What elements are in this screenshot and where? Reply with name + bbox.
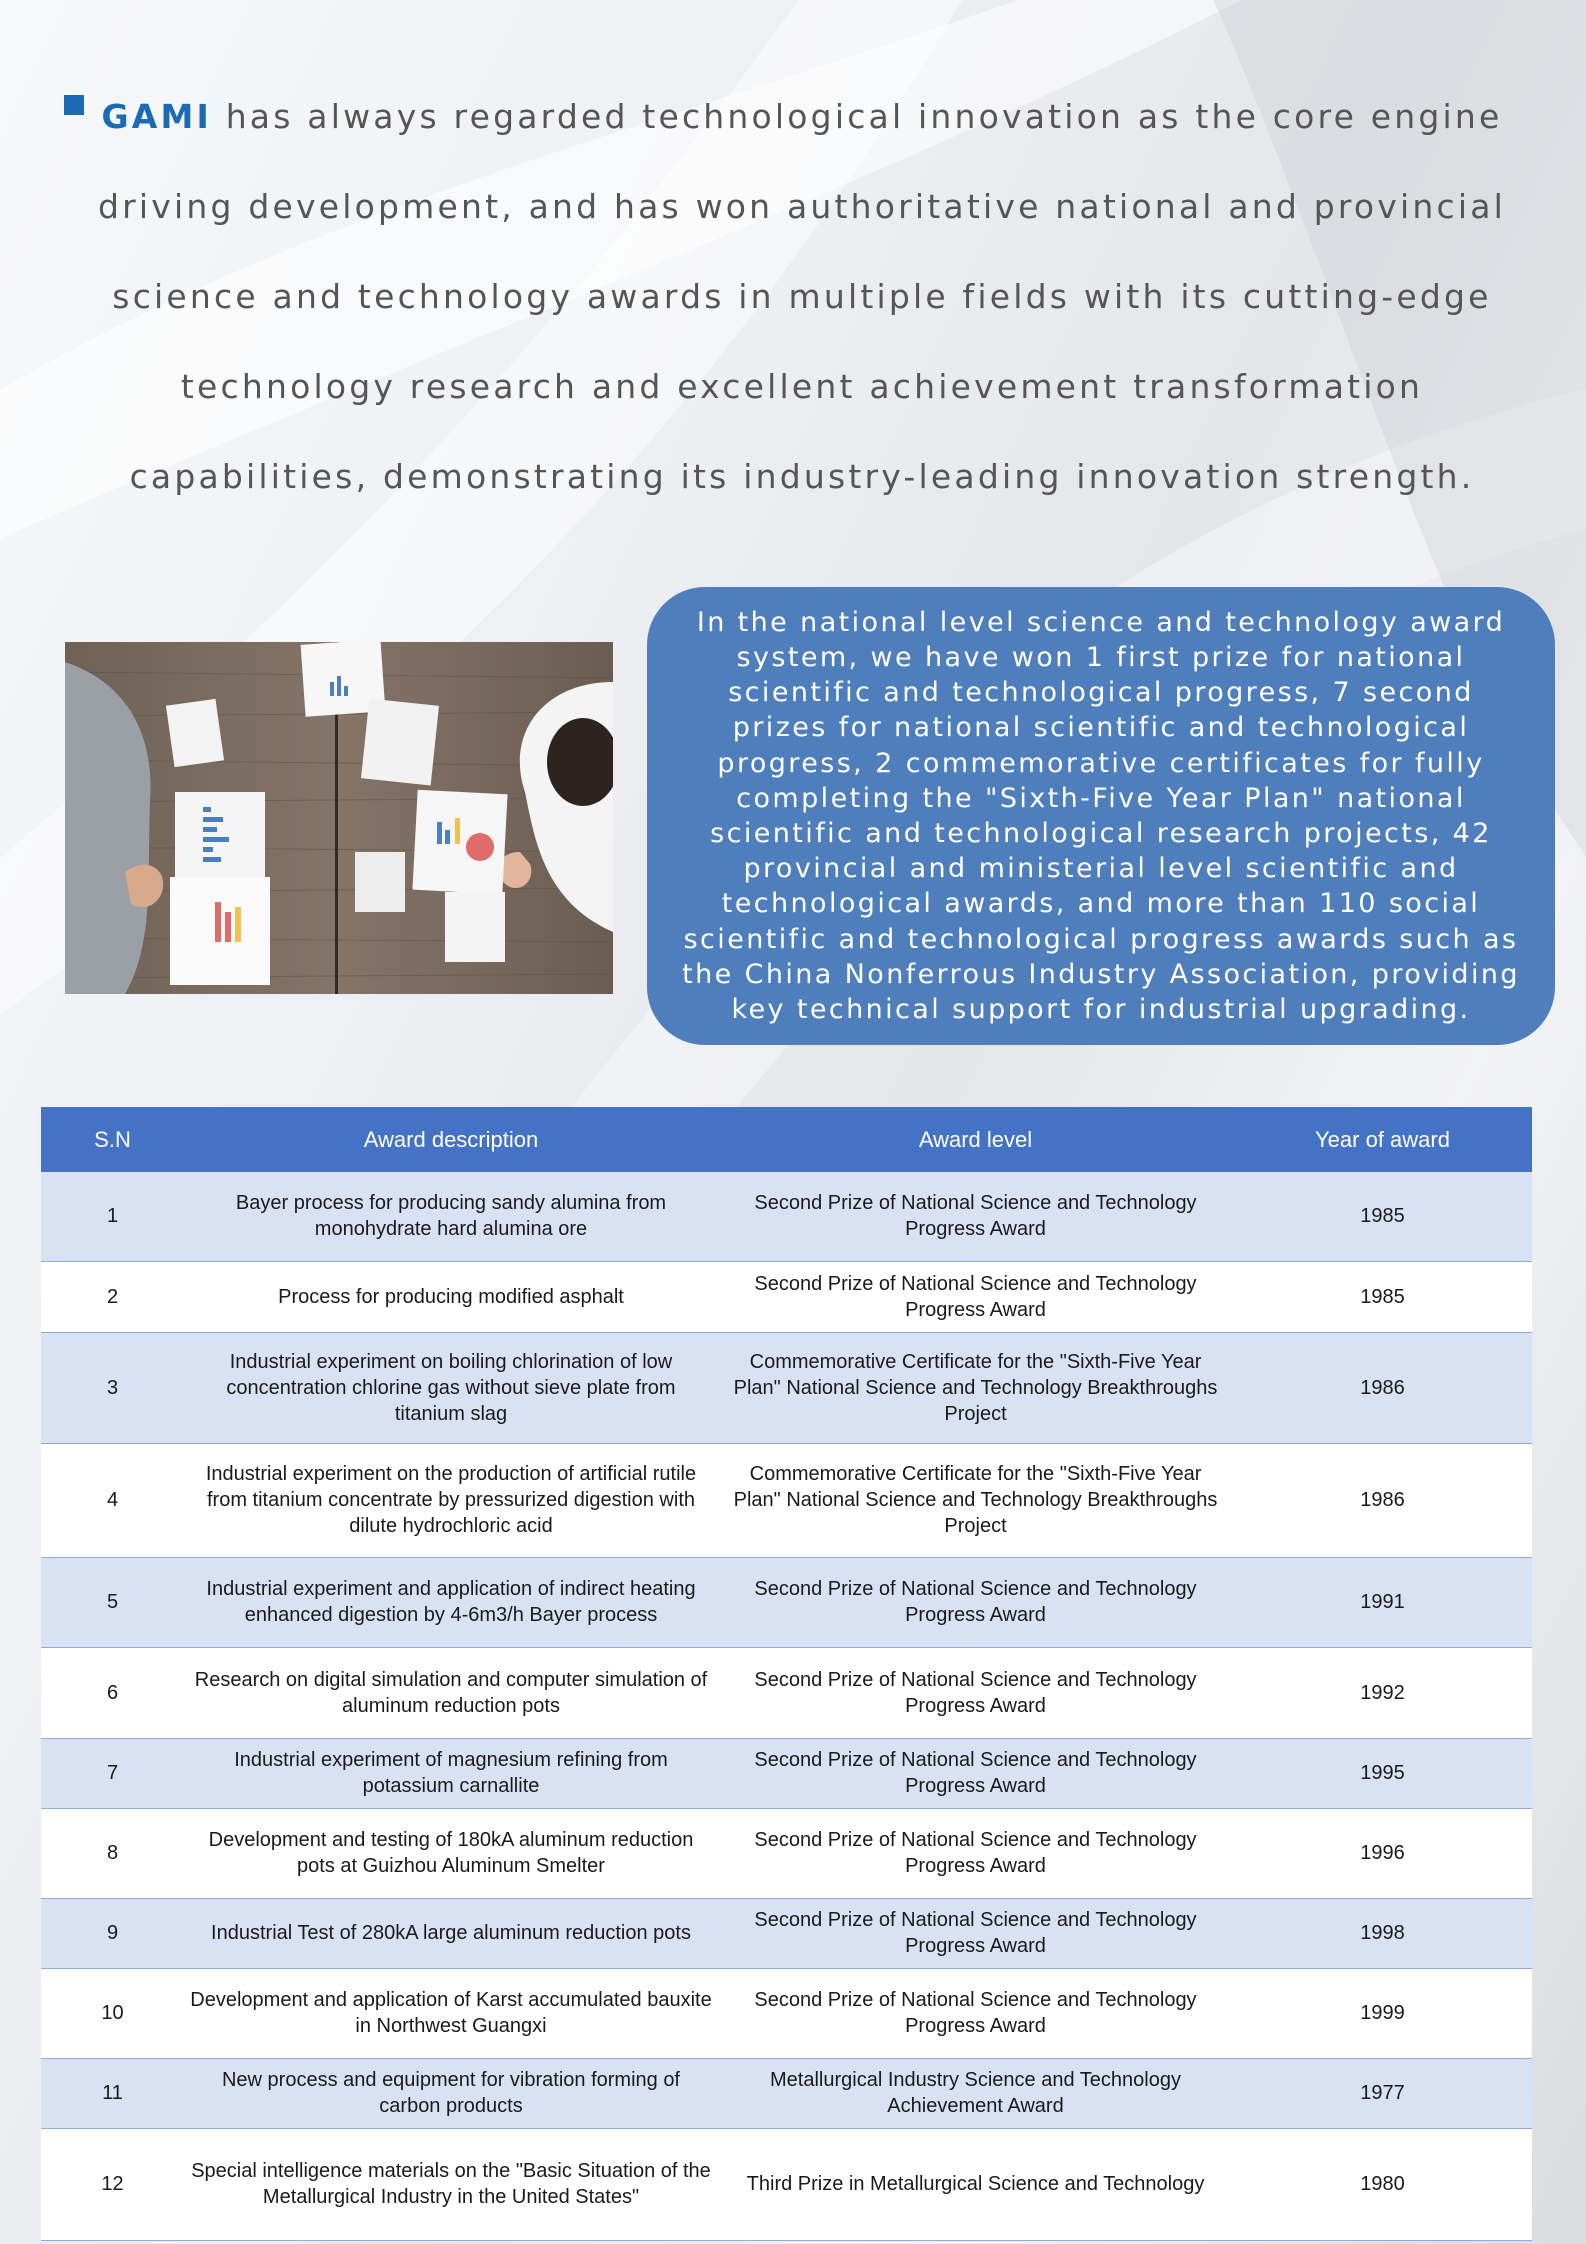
cell-level: Second Prize of National Science and Technology Progress Award (718, 1261, 1233, 1332)
cell-level: Second Prize of National Science and Technology Progress Award (718, 1968, 1233, 2058)
cell-description: Industrial experiment of magnesium refining from potassium carnallite (184, 1738, 718, 1808)
highlight-text: In the national level science and technology award system, we have won 1 first prize for national scientific and technological progress, 7 second prizes for national scientific and technological progress, 2 commemorative certificates for fully completing the "Sixth-Five Year Plan" national scientific and technological research projects, 42 provincial and ministerial level scientific and technological awards, and more than 110 social scientific and technological progress awards such as the China Nonferrous Industry Association, providing key technical support for industrial upgrading. (682, 606, 1520, 1026)
cell-year: 1986 (1233, 1332, 1532, 1443)
cell-description: Industrial experiment and application of indirect heating enhanced digestion by 4-6m3/h Bayer process (184, 1557, 718, 1647)
cell-sn: 4 (41, 1443, 184, 1557)
cell-year: 1996 (1233, 1808, 1532, 1898)
table-row (41, 1332, 1532, 1443)
table-row (41, 1443, 1532, 1557)
meeting-photo (65, 642, 613, 994)
table-row (41, 1647, 1532, 1738)
cell-sn: 6 (41, 1647, 184, 1738)
cell-level: Metallurgical Industry Science and Technology Achievement Award (718, 2058, 1233, 2128)
cell-year: 1985 (1233, 1172, 1532, 1261)
cell-sn: 12 (41, 2128, 184, 2240)
cell-level: Commemorative Certificate for the "Sixth-Five Year Plan" National Science and Technology Breakthroughs Project (718, 1443, 1233, 1557)
cell-level: Second Prize of National Science and Technology Progress Award (718, 1738, 1233, 1808)
table-row (41, 2128, 1532, 2240)
cell-sn: 3 (41, 1332, 184, 1443)
awards-table (41, 1107, 1532, 2241)
cell-sn: 8 (41, 1808, 184, 1898)
table-row (41, 1738, 1532, 1808)
cell-description: Development and testing of 180kA aluminum reduction pots at Guizhou Aluminum Smelter (184, 1808, 718, 1898)
cell-description: Process for producing modified asphalt (184, 1261, 718, 1332)
cell-description: Development and application of Karst accumulated bauxite in Northwest Guangxi (184, 1968, 718, 2058)
cell-year: 1991 (1233, 1557, 1532, 1647)
table-row (41, 1808, 1532, 1898)
header-award-description: Award description (184, 1107, 718, 1172)
cell-level: Second Prize of National Science and Technology Progress Award (718, 1557, 1233, 1647)
cell-description: Industrial Test of 280kA large aluminum reduction pots (184, 1898, 718, 1968)
intro-text: has always regarded technological innovation as the core engine driving development, and has won authoritative national and provincial science and technology awards in multiple fields with its cutting-edge technology research and excellent achievement transformation capabilities, demonstrating its industry-leading innovation strength. (98, 97, 1506, 496)
cell-level: Second Prize of National Science and Technology Progress Award (718, 1172, 1233, 1261)
cell-sn: 1 (41, 1172, 184, 1261)
table-row (41, 1261, 1532, 1332)
intro-paragraph (62, 72, 1542, 522)
cell-description: Special intelligence materials on the "Basic Situation of the Metallurgical Industry in the United States" (184, 2128, 718, 2240)
cell-level: Second Prize of National Science and Technology Progress Award (718, 1898, 1233, 1968)
header-award-level: Award level (718, 1107, 1233, 1172)
cell-year: 1977 (1233, 2058, 1532, 2128)
cell-description: Bayer process for producing sandy alumina from monohydrate hard alumina ore (184, 1172, 718, 1261)
table-row (41, 1968, 1532, 2058)
cell-level: Commemorative Certificate for the "Sixth-Five Year Plan" National Science and Technology Breakthroughs Project (718, 1332, 1233, 1443)
cell-description: Research on digital simulation and computer simulation of aluminum reduction pots (184, 1647, 718, 1738)
table-header-row (41, 1107, 1532, 1172)
highlight-bubble (647, 587, 1555, 1045)
cell-level: Third Prize in Metallurgical Science and Technology (718, 2128, 1233, 2240)
cell-level: Second Prize of National Science and Technology Progress Award (718, 1647, 1233, 1738)
cell-level: Second Prize of National Science and Technology Progress Award (718, 1808, 1233, 1898)
cell-description: Industrial experiment on boiling chlorination of low concentration chlorine gas without sieve plate from titanium slag (184, 1332, 718, 1443)
cell-sn: 9 (41, 1898, 184, 1968)
brand-name: GAMI (101, 97, 212, 136)
cell-year: 1995 (1233, 1738, 1532, 1808)
cell-year: 1986 (1233, 1443, 1532, 1557)
cell-sn: 7 (41, 1738, 184, 1808)
cell-description: New process and equipment for vibration forming of carbon products (184, 2058, 718, 2128)
table-row (41, 1557, 1532, 1647)
cell-sn: 5 (41, 1557, 184, 1647)
cell-year: 1980 (1233, 2128, 1532, 2240)
header-sn: S.N (41, 1107, 184, 1172)
table-row (41, 2058, 1532, 2128)
cell-year: 1985 (1233, 1261, 1532, 1332)
cell-year: 1998 (1233, 1898, 1532, 1968)
cell-sn: 11 (41, 2058, 184, 2128)
cell-year: 1992 (1233, 1647, 1532, 1738)
table-row (41, 1172, 1532, 1261)
header-year-of-award: Year of award (1233, 1107, 1532, 1172)
cell-year: 1999 (1233, 1968, 1532, 2058)
table-row (41, 1898, 1532, 1968)
cell-description: Industrial experiment on the production of artificial rutile from titanium concentrate by pressurized digestion with dilute hydrochloric acid (184, 1443, 718, 1557)
cell-sn: 2 (41, 1261, 184, 1332)
cell-sn: 10 (41, 1968, 184, 2058)
